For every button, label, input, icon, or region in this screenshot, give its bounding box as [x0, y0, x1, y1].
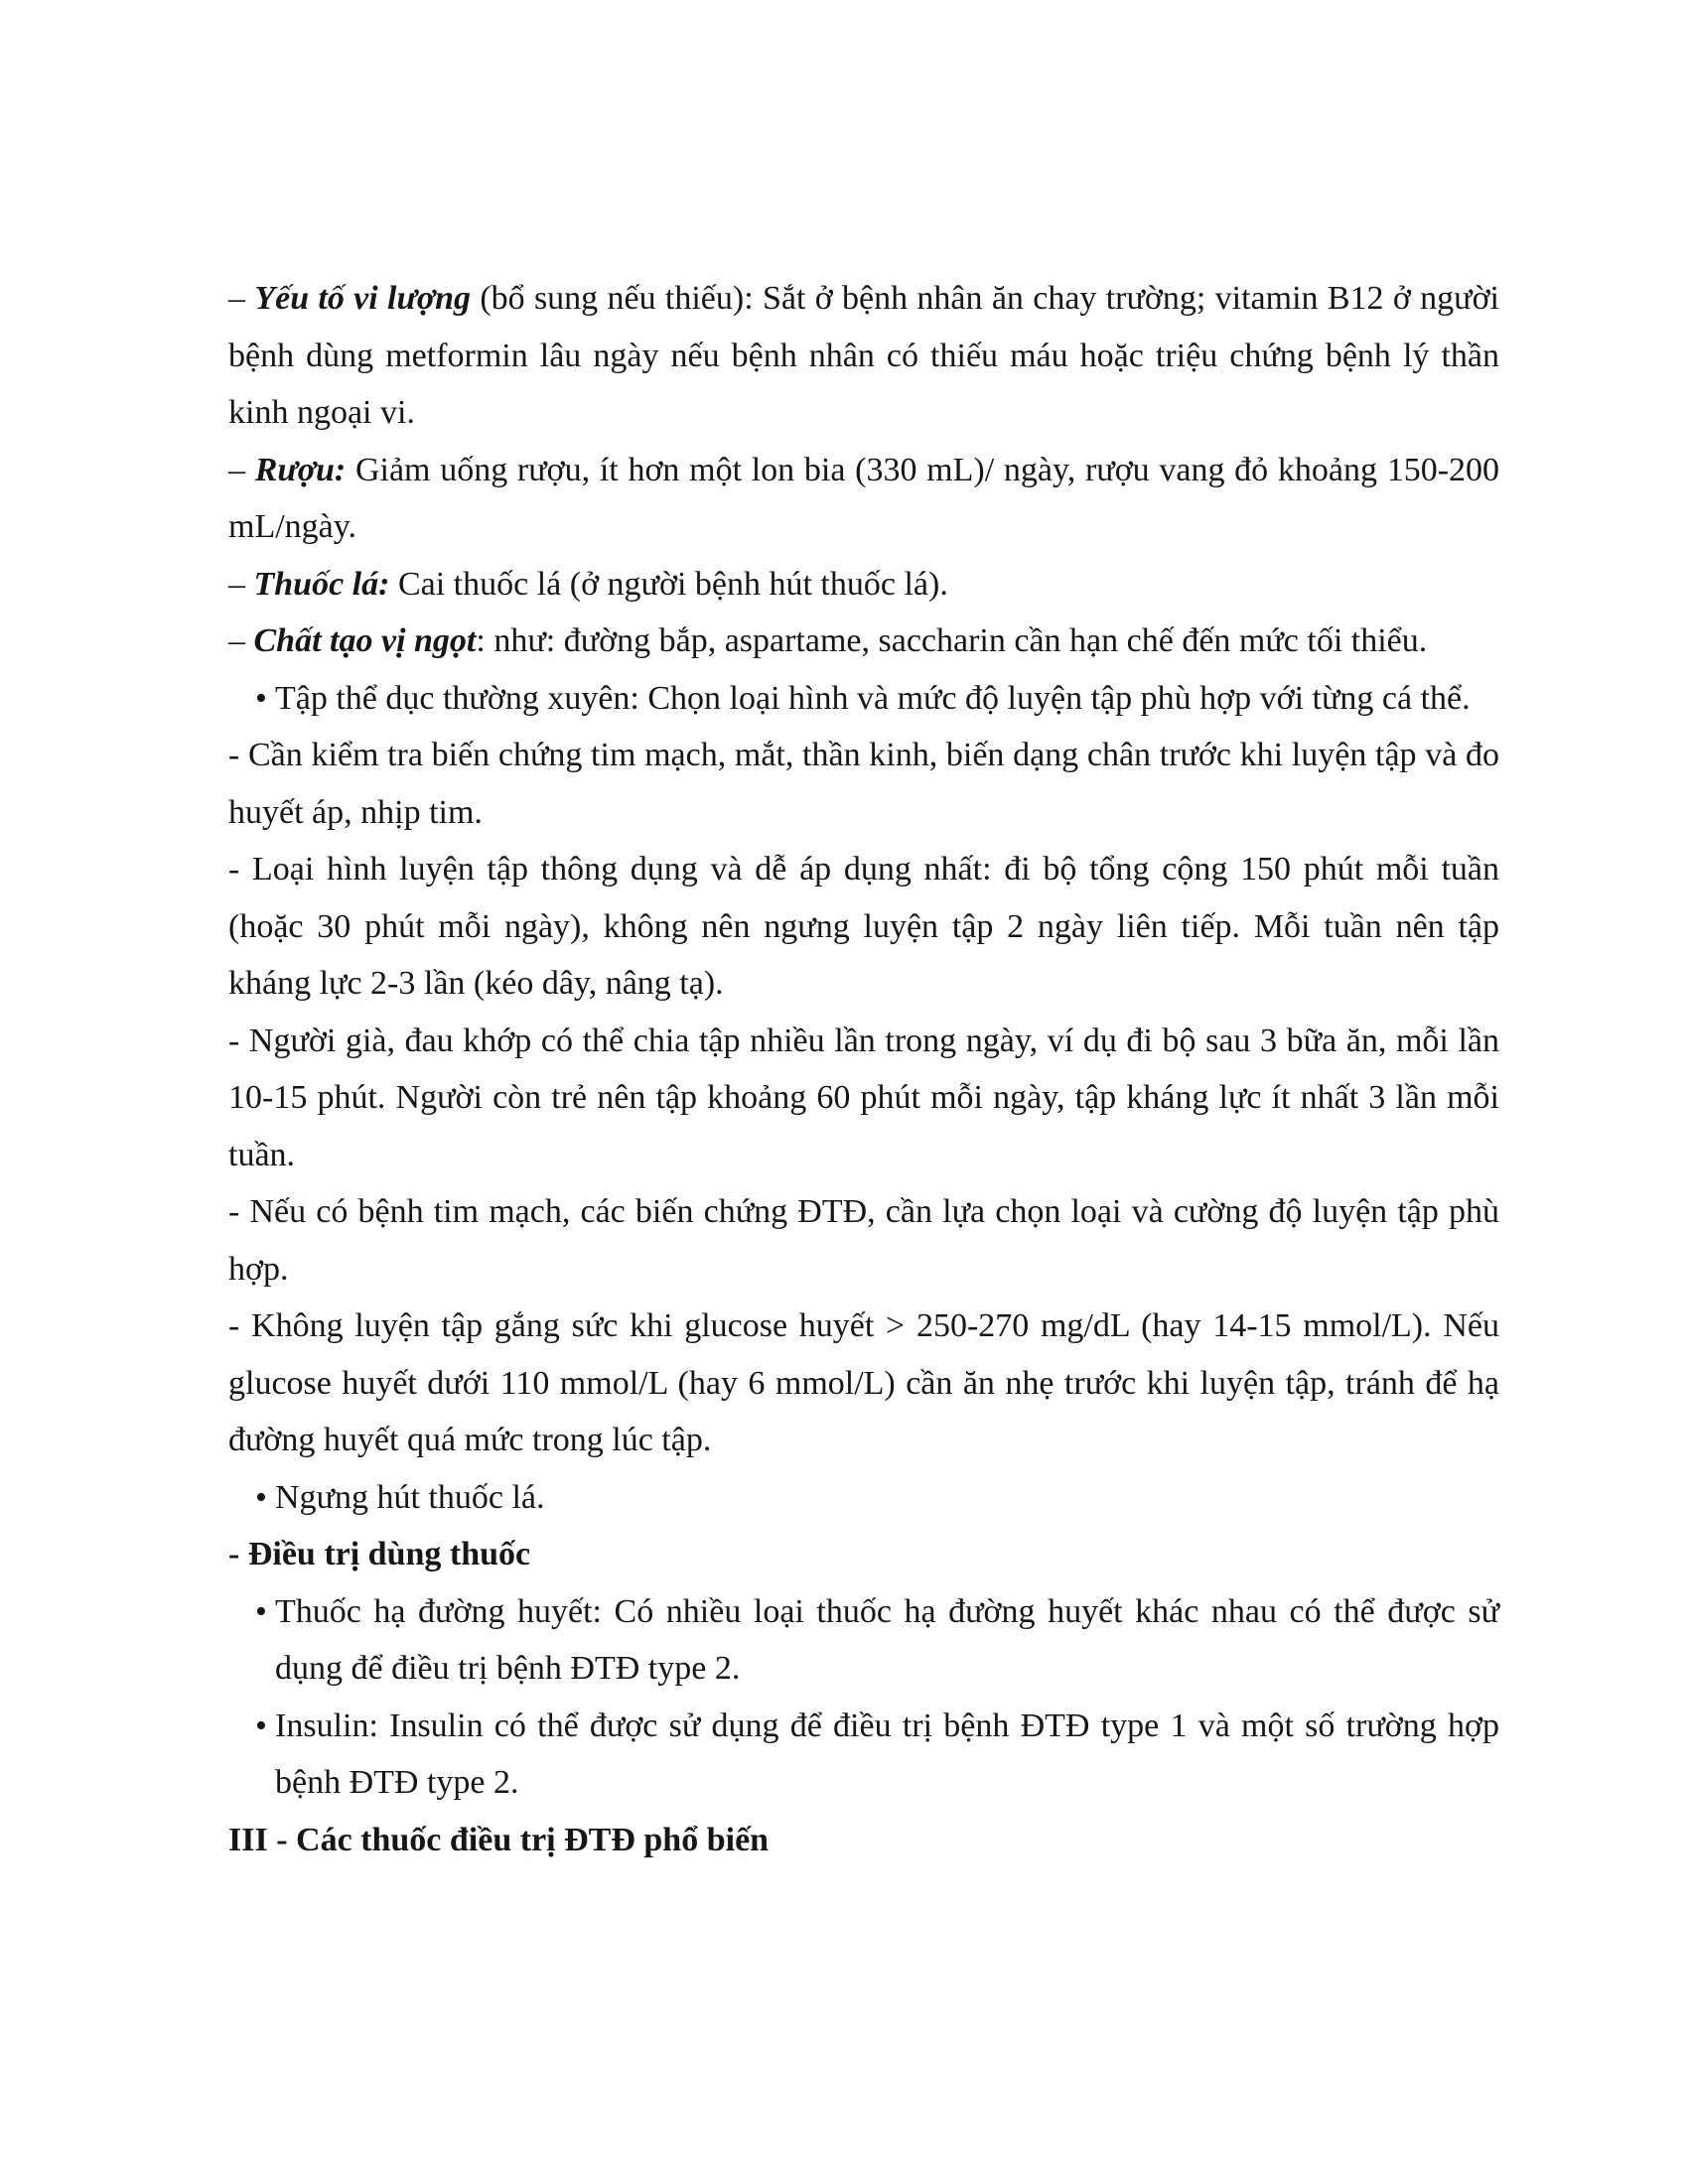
bullet-icon: • [255, 1478, 267, 1516]
term-label: Rượu: [254, 451, 347, 488]
paragraph-text: - Người già, đau khớp có thể chia tập nhiều lần trong ngày, ví dụ đi bộ sau 3 bữa ăn, mỗi lần 10-15 phút. Người còn trẻ nên tập khoảng 60 phút mỗi ngày, tập kháng lực ít nhất 3 lần mỗi tuần. [228, 1022, 1499, 1173]
paragraph-tobacco [228, 556, 1499, 614]
bullet-item-insulin [255, 1698, 1499, 1812]
paragraph-glucose-limits [228, 1297, 1499, 1469]
bullet-text: Insulin: Insulin có thể được sử dụng để điều trị bệnh ĐTĐ type 1 và một số trường hợp bệnh ĐTĐ type 2. [275, 1706, 1499, 1801]
bullet-text: Tập thể dục thường xuyên: Chọn loại hình và mức độ luyện tập phù hợp với từng cá thể. [275, 679, 1471, 717]
dash-prefix: – [228, 451, 255, 488]
bullet-text: Thuốc hạ đường huyết: Có nhiều loại thuốc hạ đường huyết khác nhau có thể được sử dụng để điều trị bệnh ĐTĐ type 2. [275, 1592, 1499, 1687]
dash-prefix: – [228, 565, 254, 603]
bullet-item-hypoglycemic-drugs [255, 1583, 1499, 1698]
document-body [228, 270, 1499, 1868]
dash-prefix: – [228, 280, 255, 317]
paragraph-text: - Loại hình luyện tập thông dụng và dễ áp dụng nhất: đi bộ tổng cộng 150 phút mỗi tuần (hoặc 30 phút mỗi ngày), không nên ngưng luyện tập 2 ngày liên tiếp. Mỗi tuần nên tập kháng lực 2-3 lần (kéo dây, nâng tạ). [228, 851, 1499, 1002]
section-heading-common-drugs [228, 1812, 1499, 1869]
paragraph-text: - Không luyện tập gắng sức khi glucose huyết > 250-270 mg/dL (hay 14-15 mmol/L). Nếu glucose huyết dưới 110 mmol/L (hay 6 mmol/L) cần ăn nhẹ trước khi luyện tập, tránh để hạ đường huyết quá mức trong lúc tập. [228, 1307, 1499, 1458]
paragraph-checkup [228, 727, 1499, 841]
paragraph-sweeteners [228, 613, 1499, 670]
dash-prefix: – [228, 622, 254, 659]
term-label: Yếu tố vi lượng [254, 280, 471, 317]
bullet-item-exercise [255, 670, 1499, 728]
bullet-icon: • [255, 679, 267, 717]
paragraph-text: Giảm uống rượu, ít hơn một lon bia (330 mL)/ ngày, rượu vang đỏ khoảng 150-200 mL/ngày. [228, 451, 1500, 545]
subheading-drug-treatment [228, 1526, 1499, 1583]
subheading-text: - Điều trị dùng thuốc [228, 1536, 531, 1572]
paragraph-alcohol [228, 442, 1499, 556]
bullet-icon: • [255, 1706, 267, 1744]
paragraph-text: - Cần kiểm tra biến chứng tim mạch, mắt, thần kinh, biến dạng chân trước khi luyện tập và đo huyết áp, nhịp tim. [228, 737, 1499, 831]
heading-text: III - Các thuốc điều trị ĐTĐ phổ biến [228, 1821, 770, 1858]
paragraph-cardiac [228, 1183, 1499, 1297]
term-label: Chất tạo vị ngọt [253, 622, 477, 659]
bullet-icon: • [255, 1592, 267, 1630]
paragraph-walking [228, 841, 1499, 1013]
paragraph-micronutrients [228, 270, 1499, 442]
bullet-text: Ngưng hút thuốc lá. [275, 1478, 545, 1516]
paragraph-elderly [228, 1013, 1499, 1184]
term-label: Thuốc lá: [253, 565, 390, 603]
paragraph-text: : như: đường bắp, aspartame, saccharin cần hạn chế đến mức tối thiểu. [476, 622, 1428, 659]
bullet-item-quit-smoking [255, 1469, 1499, 1527]
paragraph-text: Cai thuốc lá (ở người bệnh hút thuốc lá). [389, 565, 948, 603]
paragraph-text: - Nếu có bệnh tim mạch, các biến chứng ĐTĐ, cần lựa chọn loại và cường độ luyện tập phù hợp. [228, 1193, 1499, 1288]
paragraph-text: (bổ sung nếu thiếu): Sắt ở bệnh nhân ăn chay trường; vitamin B12 ở người bệnh dùng metformin lâu ngày nếu bệnh nhân có thiếu máu hoặc triệu chứng bệnh lý thần kinh ngoại vi. [228, 280, 1499, 431]
